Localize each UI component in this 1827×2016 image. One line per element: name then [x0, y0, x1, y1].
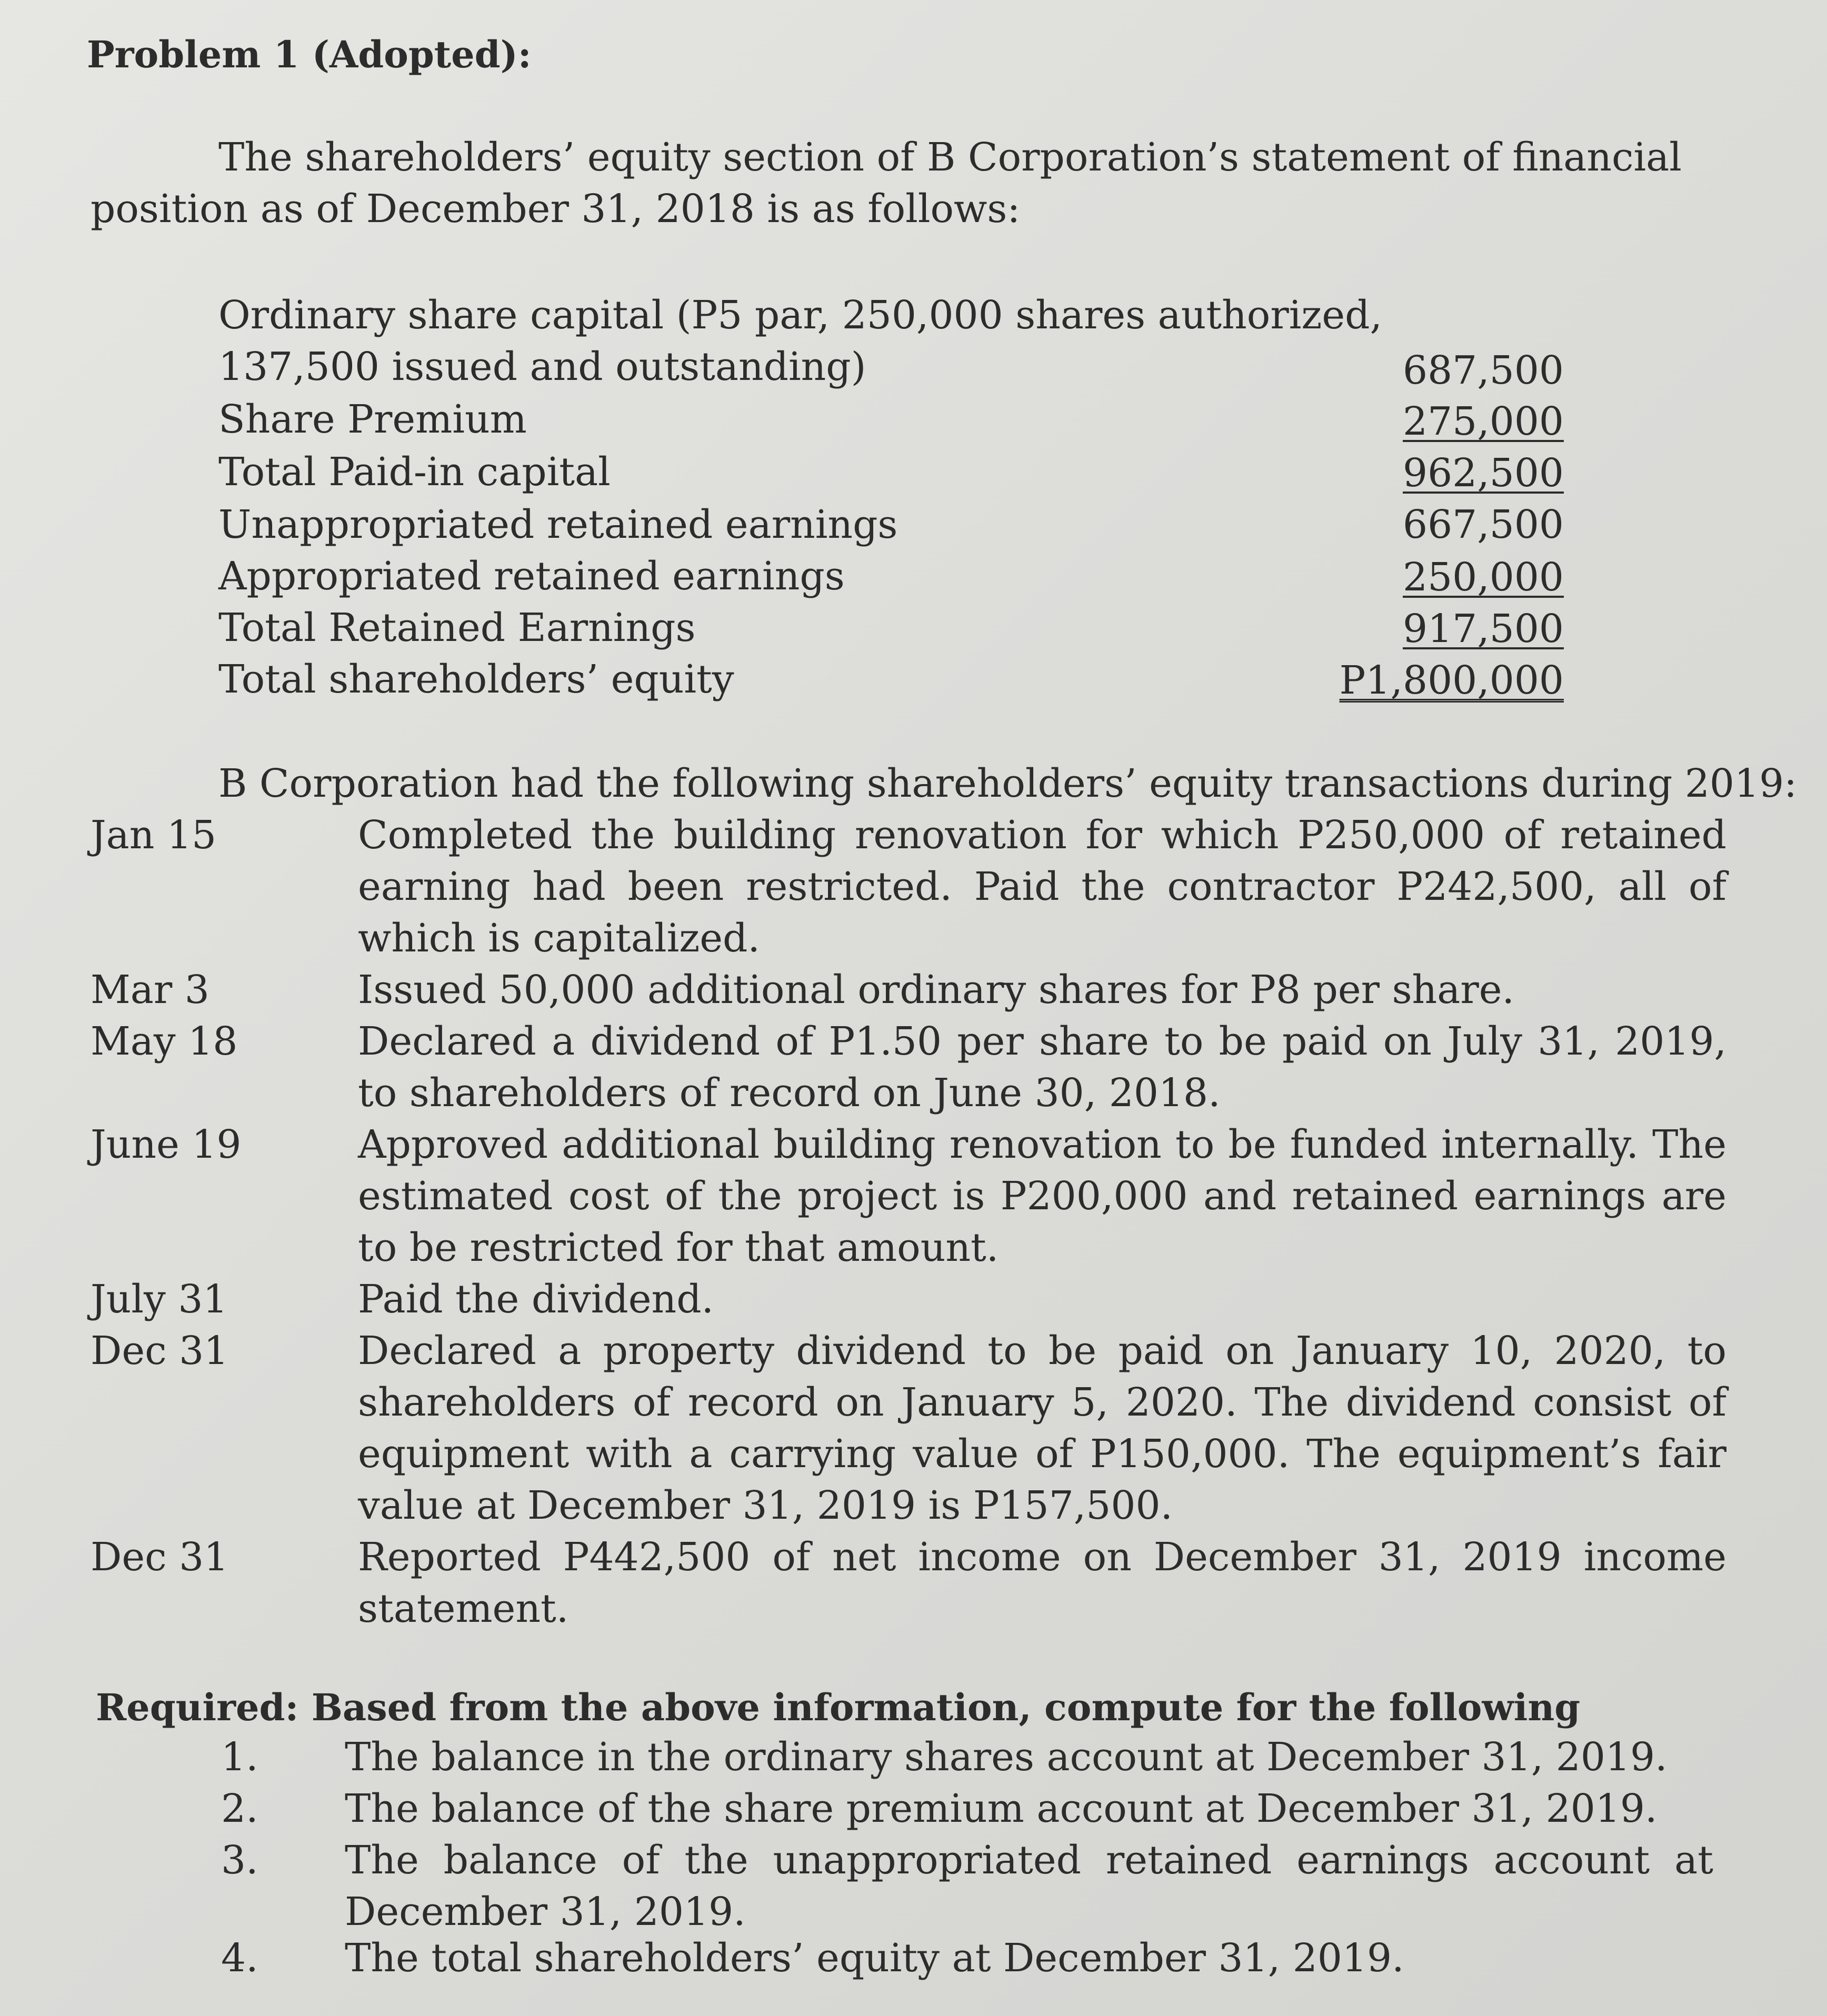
- equity-amount-share-premium: 275,000: [1402, 399, 1564, 444]
- required-item-number: 4.: [221, 1935, 258, 1981]
- transaction-text: Paid the dividend.: [358, 1277, 714, 1322]
- transaction-text: Issued 50,000 additional ordinary shares for P8 per share.: [358, 967, 1515, 1012]
- required-item-number: 3.: [221, 1838, 258, 1883]
- equity-amount-total-retained: 917,500: [1402, 606, 1564, 651]
- equity-label-appropriated: Appropriated retained earnings: [218, 554, 845, 599]
- equity-amount-unappropriated: 667,500: [1402, 502, 1564, 547]
- required-item-text: The balance in the ordinary shares account at December 31, 2019.: [345, 1734, 1668, 1780]
- problem-title: Problem 1 (Adopted):: [87, 33, 532, 76]
- required-item-text: The total shareholders’ equity at December 31, 2019.: [345, 1935, 1404, 1981]
- transaction-date: Jan 15: [91, 813, 217, 858]
- intro-line-1: The shareholders’ equity section of B Corporation’s statement of financial: [218, 135, 1682, 180]
- transaction-date: Dec 31: [91, 1328, 229, 1373]
- transaction-text: Declared a property dividend to be paid on January 10, 2020, to shareholders of record on January 5, 2020. The dividend consist of equipment with a carrying value of P150,000. The equipment’s fair value at December 31, 2019 is P157,500.: [358, 1328, 1726, 1528]
- equity-label-total-retained: Total Retained Earnings: [218, 605, 696, 650]
- required-item-text: The balance of the share premium account at December 31, 2019.: [345, 1786, 1658, 1831]
- equity-amount-total-paid-in: 962,500: [1402, 450, 1564, 496]
- transactions-intro: B Corporation had the following shareholders’ equity transactions during 2019:: [218, 761, 1798, 806]
- equity-label-total-paid-in: Total Paid-in capital: [218, 449, 611, 495]
- transaction-text: Completed the building renovation for which P250,000 of retained earning had been restricted. Paid the contractor P242,500, all of which is capitalized.: [358, 813, 1726, 961]
- transaction-date: Dec 31: [91, 1534, 229, 1580]
- required-item-number: 1.: [221, 1734, 258, 1780]
- transaction-date: May 18: [91, 1019, 238, 1064]
- equity-label-ordinary-2: 137,500 issued and outstanding): [218, 344, 866, 389]
- transaction-date: June 19: [91, 1122, 242, 1167]
- equity-label-unappropriated: Unappropriated retained earnings: [218, 502, 898, 547]
- equity-label-ordinary-1: Ordinary share capital (P5 par, 250,000 shares authorized,: [218, 293, 1383, 338]
- transaction-date: July 31: [91, 1277, 228, 1322]
- transaction-text: Reported P442,500 of net income on December 31, 2019 income statement.: [358, 1534, 1726, 1631]
- equity-label-total-equity: Total shareholders’ equity: [218, 657, 734, 702]
- transaction-text: Declared a dividend of P1.50 per share to be paid on July 31, 2019, to shareholders of record on June 30, 2018.: [358, 1019, 1726, 1116]
- required-item-text: The balance of the unappropriated retained earnings account at December 31, 2019.: [345, 1838, 1713, 1934]
- transaction-date: Mar 3: [91, 967, 209, 1012]
- intro-line-2: position as of December 31, 2018 is as follows:: [91, 186, 1021, 232]
- transaction-text: Approved additional building renovation to be funded internally. The estimated cost of the project is P200,000 and retained earnings are to be restricted for that amount.: [358, 1122, 1726, 1270]
- equity-amount-total-equity: P1,800,000: [1339, 658, 1564, 703]
- equity-label-share-premium: Share Premium: [218, 397, 527, 442]
- equity-amount-ordinary: 687,500: [1402, 348, 1564, 393]
- required-heading: Required: Based from the above information, compute for the following: [96, 1686, 1581, 1729]
- equity-amount-appropriated: 250,000: [1402, 555, 1564, 600]
- required-item-number: 2.: [221, 1786, 258, 1831]
